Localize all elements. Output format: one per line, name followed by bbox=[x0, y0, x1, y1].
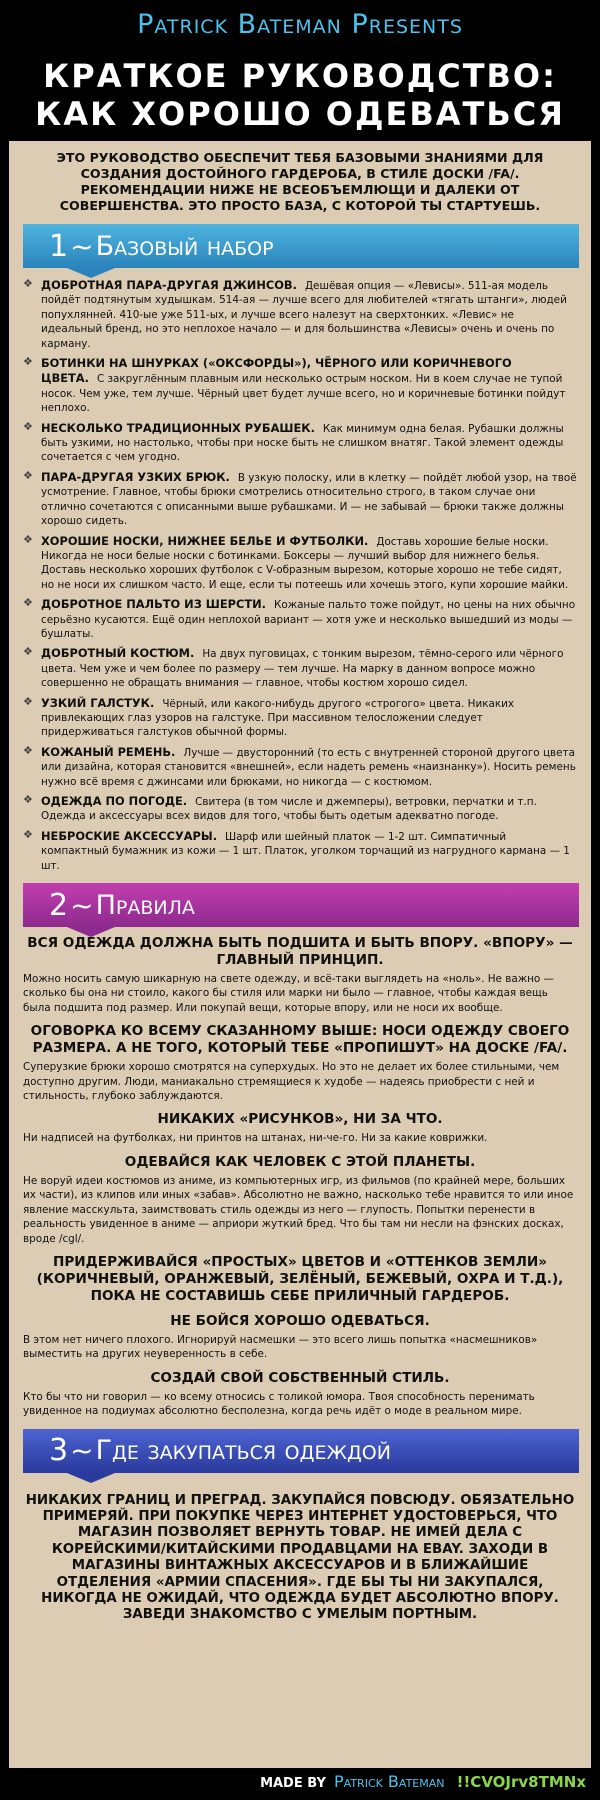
diamond-bullet-icon: ❖ bbox=[23, 532, 33, 546]
item-heading: ДОБРОТНЫЙ КОСТЮМ. bbox=[41, 646, 195, 661]
footer bbox=[0, 1772, 600, 1791]
item-heading: ОДЕЖДА ПО ПОГОДЕ. bbox=[41, 794, 188, 808]
rule-text: Кто бы что ни говорил — ко всему относись с толикой юмора. Твоя способность перенимать увиденное на подиумах абсолютно бесполезна, когда речь идёт о моде в реальном мире. bbox=[23, 1390, 535, 1418]
item-heading: БОТИНКИ НА ШНУРКАХ («ОКСФОРДЫ»), ЧЁРНОГО ИЛИ КОРИЧНЕВОГО ЦВЕТА. bbox=[41, 356, 512, 386]
section-banner-basics bbox=[23, 224, 579, 268]
author-name: Patrick Bateman bbox=[334, 1772, 445, 1791]
section-number: 2 bbox=[49, 887, 69, 923]
list-item bbox=[23, 421, 577, 465]
brand-title: Patrick Bateman Presents bbox=[137, 9, 463, 40]
main-title-line1: КРАТКОЕ РУКОВОДСТВО: bbox=[43, 57, 557, 95]
diamond-bullet-icon: ❖ bbox=[23, 468, 33, 482]
made-by-label: MADE BY bbox=[260, 1776, 326, 1791]
item-text: На двух пуговицах, с тонким вырезом, тёмно-серого или чёрного цвета. Чем уже и чем более по размеру — тем лучше. На марку в данном вопросе можно совершенно не обращать внимания — главное, чтобы костюм хорошо сидел. bbox=[41, 648, 564, 690]
diamond-bullet-icon: ❖ bbox=[23, 419, 33, 433]
rule-heading: ПРИДЕРЖИВАЙСЯ «ПРОСТЫХ» ЦВЕТОВ И «ОТТЕНКОВ ЗЕМЛИ» (КОРИЧНЕВЫЙ, ОРАНЖЕВЫЙ, ЗЕЛЁНЫЙ, БЕЖЕВЫЙ, ОХРА И Т.Д.), ПОКА НЕ СОСТАВИШЬ СЕБЕ ПРИЛИЧНЫЙ ГАРДЕРОБ. bbox=[36, 1253, 564, 1304]
diamond-bullet-icon: ❖ bbox=[23, 277, 33, 290]
shopping-text: НИКАКИХ ГРАНИЦ И ПРЕГРАД. ЗАКУПАЙСЯ ПОВСЮДУ. ОБЯЗАТЕЛЬНО ПРИМЕРЯЙ. ПРИ ПОКУПКЕ ЧЕРЕЗ ИНТЕРНЕТ УДОСТОВЕРЬСЯ, ЧТО МАГАЗИН ПОЗВОЛЯЕТ ВЕРНУТЬ ТОВАР. НЕ ИМЕЙ ДЕЛА С КОРЕЙСКИМИ/КИТАЙСКИМИ ПРОДАВЦАМИ НА EBAY. ЗАХОДИ В МАГАЗИНЫ ВИНТАЖНЫХ АКСЕССУАРОВ И В БЛИЖАЙШИЕ ОТДЕЛЕНИЯ «АРМИИ СПАСЕНИЯ». ГДЕ БЫ ТЫ НИ ЗАКУПАЛСЯ, НИКОГДА НЕ ОЖИДАЙ, ЧТО ОДЕЖДА БУДЕТ АБСОЛЮТНО ВПОРУ. ЗАВЕДИ ЗНАКОМСТВО С УМЕЛЫМ ПОРТНЫМ. bbox=[25, 1492, 575, 1623]
section-number: 3 bbox=[49, 1433, 69, 1469]
section-banner-shopping bbox=[23, 1429, 579, 1473]
diamond-bullet-icon: ❖ bbox=[23, 743, 33, 757]
tripcode: !!CVOJrv8TMNx bbox=[456, 1773, 586, 1791]
rule-text: Можно носить самую шикарную на свете одежду, и всё-таки выглядеть на «ноль». Не важно — сколько бы она ни стоило, какого бы стиля или марки ни было — главное, чтобы каждая вещь была подшита под размер. Или покупай вещи, которые впору, или не носи их вообще. bbox=[23, 973, 554, 1014]
main-title bbox=[0, 57, 600, 133]
list-item bbox=[23, 470, 577, 529]
rule-heading: ОДЕВАЙСЯ КАК ЧЕЛОВЕК С ЭТОЙ ПЛАНЕТЫ. bbox=[124, 1153, 476, 1170]
rule-heading: НЕ БОЙСЯ ХОРОШО ОДЕВАТЬСЯ. bbox=[170, 1312, 430, 1329]
item-heading: НЕБРОСКИЕ АКСЕССУАРЫ. bbox=[41, 828, 218, 843]
basics-list bbox=[23, 278, 577, 873]
intro-text: ЭТО РУКОВОДСТВО ОБЕСПЕЧИТ ТЕБЯ БАЗОВЫМИ ЗНАНИЯМИ ДЛЯ СОЗДАНИЯ ДОСТОЙНОГО ГАРДЕРОБА, В СТИЛЕ ДОСКИ /FA/. РЕКОМЕНДАЦИИ НИЖЕ НЕ ВСЕОБЪЕМЛЮЩИ И ДАЛЕКИ ОТ СОВЕРШЕНСТВА. ЭТО ПРОСТО БАЗА, С КОТОРОЙ ТЫ СТАРТУЕШЬ. bbox=[56, 150, 544, 213]
section-banner-rules bbox=[23, 883, 579, 927]
list-item bbox=[23, 646, 577, 690]
rule-heading: ВСЯ ОДЕЖДА ДОЛЖНА БЫТЬ ПОДШИТА И БЫТЬ ВПОРУ. «ВПОРУ» — ГЛАВНЫЙ ПРИНЦИП. bbox=[27, 935, 573, 969]
item-text: Кожаные пальто тоже пойдут, но цены на них обычно серьёзно кусаются. Ещё один неплохой вариант — хотя уже и несколько вышедший из моды — бушлаты. bbox=[41, 599, 576, 640]
diamond-bullet-icon: ❖ bbox=[23, 694, 33, 708]
rule-text: В этом нет ничего плохого. Игнорируй насмешки — это всего лишь попытка «насмешников» выместить на других неуверенность в себе. bbox=[23, 1333, 538, 1361]
banner-tail bbox=[67, 927, 115, 937]
item-heading: ПАРА-ДРУГАЯ УЗКИХ БРЮК. bbox=[41, 469, 230, 484]
banner-tail bbox=[67, 268, 115, 278]
rule-text: Суперузкие брюки хорошо смотрятся на суперхудых. Но это не делает их более стильными, чем доступно другим. Люди, маниакально стремящиеся к худобе — надеясь приобрести с ней и стильность, глубоко заблуждаются. bbox=[23, 1061, 560, 1103]
rule-block bbox=[23, 1154, 577, 1246]
item-text: Как минимум одна белая. Рубашки должны быть узкими, но настолько, чтобы при носке быть не слишком внатяг. Такой элемент одежды сочетается с чем угодно. bbox=[41, 422, 564, 464]
section-title: Базовый набор bbox=[95, 230, 274, 262]
rule-heading: СОЗДАЙ СВОЙ СОБСТВЕННЫЙ СТИЛЬ. bbox=[150, 1369, 450, 1386]
rule-block bbox=[23, 1313, 577, 1362]
item-heading: ДОБРОТНАЯ ПАРА-ДРУГАЯ ДЖИНСОВ. bbox=[41, 278, 297, 292]
item-text: Чёрный, или какого-нибудь другого «строгого» цвета. Никаких привлекающих глаз узоров на галстуке. При массивном телосложении следует придерживаться галстуков обычной формы. bbox=[41, 697, 515, 739]
list-item bbox=[23, 534, 577, 593]
swirl-icon: ~ bbox=[70, 1434, 94, 1468]
diamond-bullet-icon: ❖ bbox=[23, 596, 33, 610]
list-item bbox=[23, 597, 577, 641]
rules-list bbox=[9, 935, 591, 1419]
rule-block bbox=[23, 935, 577, 1015]
rule-text: Ни надписей на футболках, ни принтов на штанах, ни-че-го. Ни за какие коврижки. bbox=[23, 1132, 488, 1145]
content-paper bbox=[9, 141, 591, 1768]
section-number: 1 bbox=[49, 228, 69, 264]
list-item bbox=[23, 278, 577, 351]
list-item bbox=[23, 745, 577, 789]
swirl-icon: ~ bbox=[70, 229, 94, 263]
main-title-line2: КАК ХОРОШО ОДЕВАТЬСЯ bbox=[35, 95, 565, 133]
diamond-bullet-icon: ❖ bbox=[23, 827, 33, 841]
banner-tail bbox=[67, 1473, 115, 1483]
rule-block bbox=[23, 1370, 577, 1419]
item-text: Лучше — двусторонний (то есть с внутренней стороной другого цвета или дизайна, которая становится «внешней», если надеть ремень «наизнанку»). Носить ремень нужно всё время с джинсами или брюками, но никогда — с костюмом. bbox=[41, 746, 576, 788]
diamond-bullet-icon: ❖ bbox=[23, 355, 33, 369]
item-text: Свитера (в том числе и джемперы), ветровки, перчатки и т.п. Одежда и аксессуары всех видов для того, чтобы быть одетым адекватно погоде. bbox=[41, 796, 537, 823]
item-text: Дешёвая опция — «Левисы». 511-ая модель пойдёт подтянутым худышкам. 514-ая — лучше всего для любителей «тягать штанги», людей попухлянней. 410-ые уже 511-ых, и лучше всего налезут на сверхтонких. «Левис» не идеальный бренд, но это неплохое начало — и для большинства «Левисы» очень и очень по карману. bbox=[41, 280, 567, 350]
item-text: Шарф или шейный платок — 1-2 шт. Симпатичный компактный бумажник из кожи — 1 шт. Платок, уголком торчащий из нагрудного кармана — 1 шт. bbox=[41, 830, 570, 872]
rule-block bbox=[23, 1254, 577, 1305]
item-text: Доставь хорошие белые носки. Никогда не носи белые носки с ботинками. Боксеры — лучший выбор для нижнего белья. Доставь несколько хороших футболок с V-образным вырезом, которые хорошо не тебе сидят, но не носи их слишком часто. И еще, если ты потеешь или хочешь этого, купи хорошие майки. bbox=[41, 535, 569, 591]
section-title: Правила bbox=[95, 889, 195, 921]
rule-text: Не воруй идеи костюмов из аниме, из компьютерных игр, из фильмов (по крайней мере, больших их части), из клипов или иных «забав». Абсолютно не важно, насколько тебе нравится то или иное явление масскульта, заимствовать стиль одежды из него — глупость. Попытки перенести в реальность увиденное в аниме — априори жуткий бред. Что бы там ни несли на фэнских досках, вроде /cgl/. bbox=[23, 1174, 574, 1245]
item-heading: НЕСКОЛЬКО ТРАДИЦИОННЫХ РУБАШЕК. bbox=[41, 420, 315, 435]
swirl-icon: ~ bbox=[70, 888, 94, 922]
diamond-bullet-icon: ❖ bbox=[23, 645, 33, 659]
item-heading: ХОРОШИЕ НОСКИ, НИЖНЕЕ БЕЛЬЕ И ФУТБОЛКИ. bbox=[41, 533, 369, 548]
list-item bbox=[23, 829, 577, 873]
rule-block bbox=[23, 1111, 577, 1145]
item-text: В узкую полоску, или в клетку — пойдёт любой узор, на твоё усмотрение. Главное, чтобы брюки смотрелись относительно строго, в таком случае они отлично сочетаются с описанными выше рубашками. И — не забывай — брюки также должны хорошо сидеть. bbox=[41, 471, 577, 528]
list-item bbox=[23, 696, 577, 740]
list-item bbox=[23, 356, 577, 416]
item-heading: УЗКИЙ ГАЛСТУК. bbox=[41, 695, 155, 710]
rule-heading: НИКАКИХ «РИСУНКОВ», НИ ЗА ЧТО. bbox=[157, 1111, 443, 1128]
item-heading: КОЖАНЫЙ РЕМЕНЬ. bbox=[41, 744, 176, 759]
item-text: С закруглённым плавным или несколько острым носком. Ни в коем случае не тупой носок. Чем уже, тем лучше. Чёрный цвет будет лучше всего, но и коричневые ботинки пойдут неплохо. bbox=[41, 373, 566, 415]
rule-heading: ОГОВОРКА КО ВСЕМУ СКАЗАННОМУ ВЫШЕ: НОСИ ОДЕЖДУ СВОЕГО РАЗМЕРА. А НЕ ТОГО, КОТОРЫЙ ТЕБЕ «ПРОПИШУТ» НА ДОСКЕ /FA/. bbox=[30, 1023, 570, 1057]
list-item bbox=[23, 794, 577, 824]
item-heading: ДОБРОТНОЕ ПАЛЬТО ИЗ ШЕРСТИ. bbox=[41, 597, 266, 612]
section-title: Где закупаться одеждой bbox=[95, 1435, 391, 1467]
rule-block bbox=[23, 1023, 577, 1103]
diamond-bullet-icon: ❖ bbox=[23, 793, 33, 806]
